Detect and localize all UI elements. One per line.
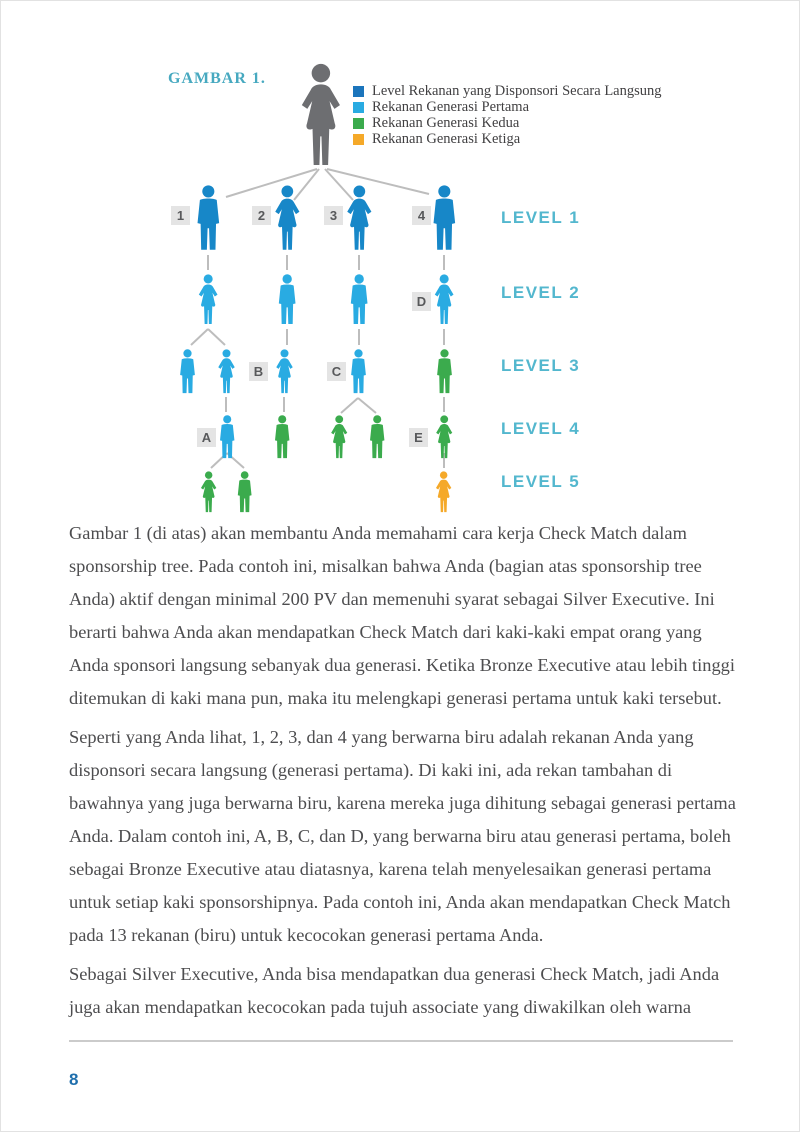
level-label-3: LEVEL 3 xyxy=(501,356,581,375)
level-label-2: LEVEL 2 xyxy=(501,283,581,302)
legend-item-3 xyxy=(353,131,662,147)
person-male-icon xyxy=(270,415,294,459)
legend xyxy=(353,83,662,147)
person-female-icon xyxy=(292,63,350,167)
node-tag-1: 1 xyxy=(171,206,190,225)
legend-label: Rekanan Generasi Pertama xyxy=(372,99,530,115)
level-label-4: LEVEL 4 xyxy=(501,419,581,438)
legend-label: Rekanan Generasi Ketiga xyxy=(372,131,521,147)
legend-label: Rekanan Generasi Kedua xyxy=(372,115,520,131)
legend-swatch-icon xyxy=(353,86,364,97)
legend-label: Level Rekanan yang Disponsori Secara Langsung xyxy=(372,83,662,99)
node-tag-D: D xyxy=(412,292,431,311)
person-male-icon xyxy=(432,349,457,394)
person-male-icon xyxy=(345,274,373,325)
level-label-5: LEVEL 5 xyxy=(501,472,581,491)
person-female-icon xyxy=(432,471,455,513)
person-male-icon xyxy=(426,185,463,251)
person-male-icon xyxy=(190,185,227,251)
person-male-icon xyxy=(175,349,200,394)
legend-swatch-icon xyxy=(353,134,364,145)
person-female-icon xyxy=(327,415,351,459)
legend-item-1 xyxy=(353,99,662,115)
legend-item-2 xyxy=(353,115,662,131)
person-female-icon xyxy=(194,274,222,325)
person-male-icon xyxy=(365,415,389,459)
paragraph-1: Gambar 1 (di atas) akan membantu Anda memahami cara kerja Check Match dalam sponsorship tree. Pada contoh ini, misalkan bahwa Anda (bagian atas sponsorship tree Anda) aktif dengan minimal 200 PV dan memenuhi syarat sebagai Silver Executive. Ini berarti bahwa Anda akan mendapatkan Check Match dari kaki-kaki empat orang yang Anda sponsori langsung sebanyak dua generasi. Ketika Bronze Executive atau lebih tinggi ditemukan di kaki mana pun, maka itu melengkapi generasi pertama untuk kaki tersebut. xyxy=(69,523,735,708)
body-text xyxy=(69,517,739,1030)
person-male-icon xyxy=(346,349,371,394)
page-number: 8 xyxy=(69,1070,79,1089)
person-female-icon xyxy=(197,471,220,513)
node-tag-B: B xyxy=(249,362,268,381)
person-male-icon xyxy=(233,471,256,513)
person-male-icon xyxy=(273,274,301,325)
person-female-icon xyxy=(272,349,297,394)
level-label-1: LEVEL 1 xyxy=(501,208,581,227)
person-female-icon xyxy=(269,185,306,251)
person-female-icon xyxy=(432,415,456,459)
person-female-icon xyxy=(214,349,239,394)
legend-swatch-icon xyxy=(353,102,364,113)
paragraph-3: Sebagai Silver Executive, Anda bisa mendapatkan dua generasi Check Match, jadi Anda juga akan mendapatkan kecocokan pada tujuh associate yang diwakilkan oleh warna xyxy=(69,964,720,1017)
node-tag-4: 4 xyxy=(412,206,431,225)
footer-divider xyxy=(69,1040,733,1042)
person-female-icon xyxy=(341,185,378,251)
node-tag-2: 2 xyxy=(252,206,271,225)
node-tag-C: C xyxy=(327,362,346,381)
paragraph-2: Seperti yang Anda lihat, 1, 2, 3, dan 4 yang berwarna biru adalah rekanan Anda yang disponsori secara langsung (generasi pertama). Di kaki ini, ada rekan tambahan di bawahnya yang juga berwarna biru, karena mereka juga dihitung sebagai generasi pertama Anda. Dalam contoh ini, A, B, C, dan D, yang berwarna biru atau generasi pertama, boleh sebagai Bronze Executive atau diatasnya, karena telah menyelesaikan generasi pertama untuk setiap kaki sponsorshipnya. Pada contoh ini, Anda akan mendapatkan Check Match pada 13 rekanan (biru) untuk kecocokan generasi pertama Anda. xyxy=(69,727,736,945)
node-tag-3: 3 xyxy=(324,206,343,225)
node-tag-E: E xyxy=(409,428,428,447)
person-male-icon xyxy=(215,415,239,459)
legend-item-0 xyxy=(353,83,662,99)
figure-caption: GAMBAR 1. xyxy=(168,70,266,87)
node-tag-A: A xyxy=(197,428,216,447)
legend-swatch-icon xyxy=(353,118,364,129)
connector-lines xyxy=(1,1,800,521)
person-female-icon xyxy=(430,274,458,325)
